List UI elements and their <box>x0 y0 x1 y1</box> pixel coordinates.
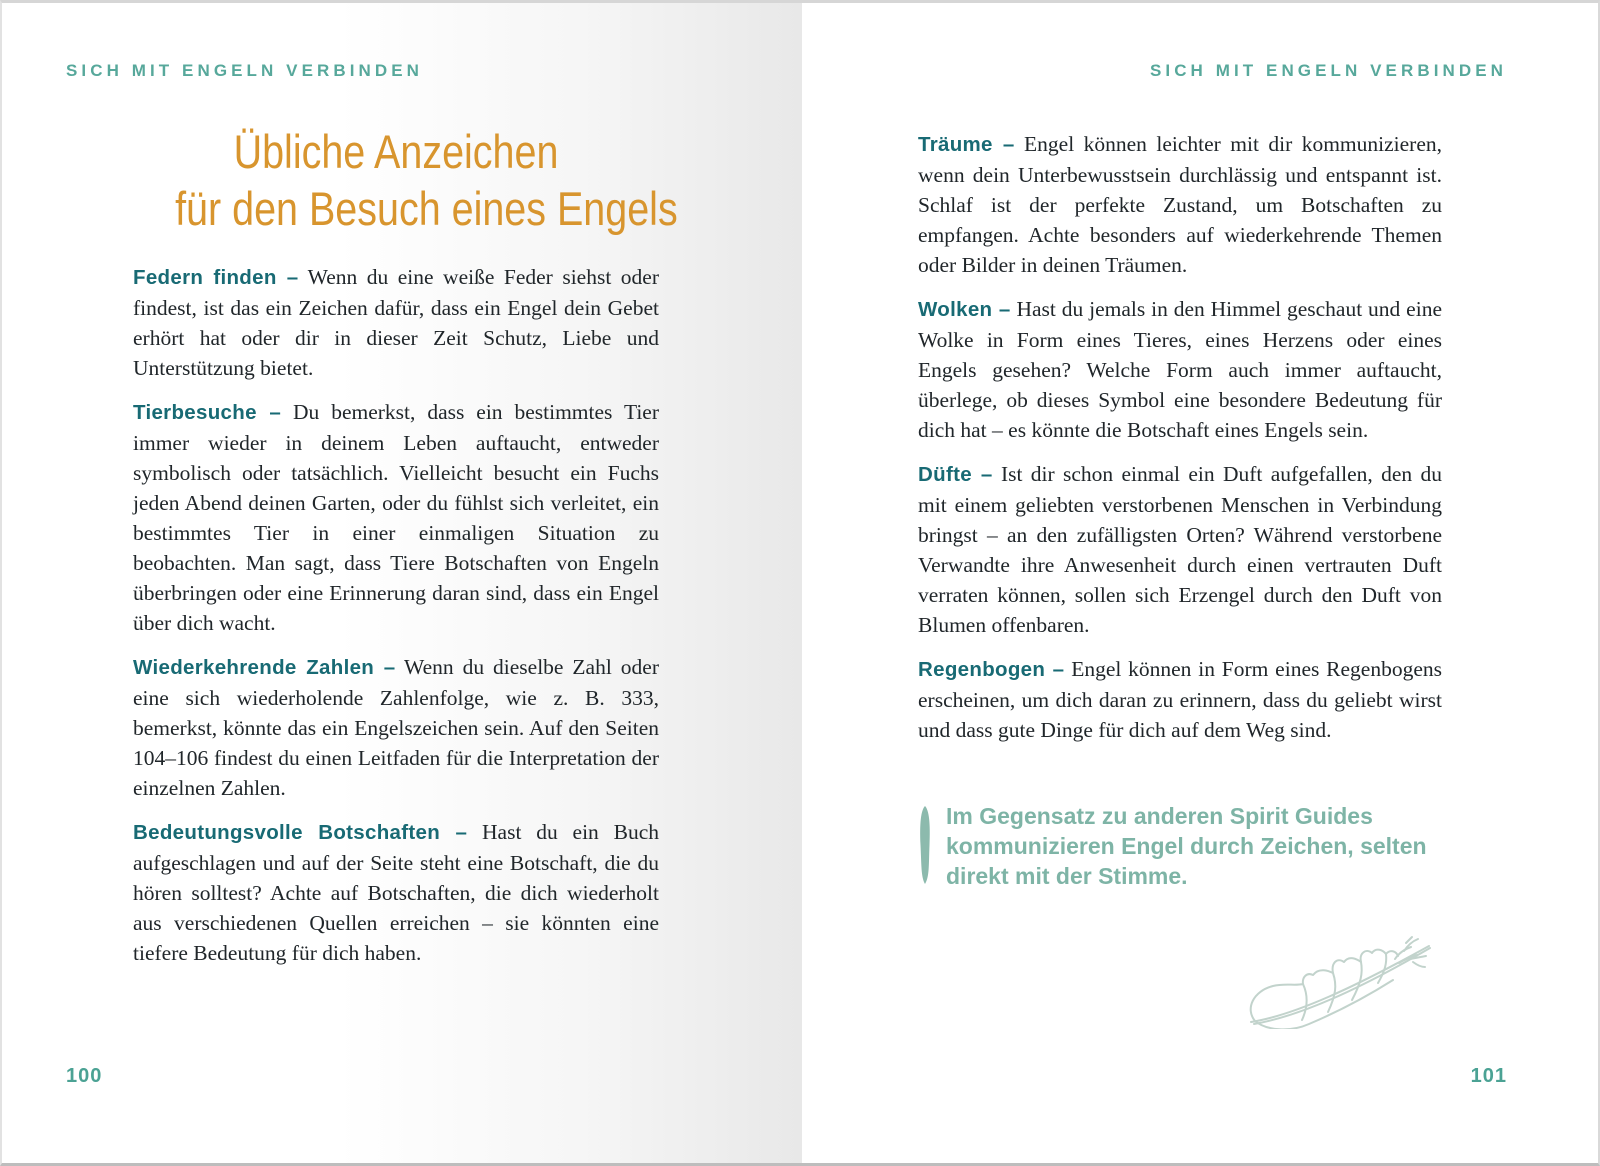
paragraph-regenbogen <box>918 654 1442 745</box>
page-number-left: 100 <box>66 1065 103 1087</box>
page-number-right: 101 <box>1470 1065 1507 1087</box>
paragraph-body: Wenn du eine weiße Feder siehst oder findest, ist das ein Zeichen dafür, dass ein Engel dein Gebet erhört hat oder dir in dieser Zeit Schutz, Liebe und Unterstützung bietet. <box>133 265 660 380</box>
left-text-column <box>133 262 659 982</box>
paragraph-lead: Tierbesuche – <box>133 401 282 424</box>
running-header-right: SICH MIT ENGELN VERBINDEN <box>1149 61 1507 80</box>
right-text-column <box>918 129 1442 891</box>
paragraph-body: Hast du ein Buch aufgeschlagen und auf der Seite steht eine Botschaft, die du hören solltest? Achte auf Botschaften, die dich wiederholt aus verschiedenen Quellen erreichen – sie könnten eine tiefere Bedeutung für dich haben. <box>133 820 660 965</box>
page-right <box>802 3 1600 1163</box>
paragraph-lead: Träume – <box>918 133 1015 156</box>
paragraph-lead: Bedeutungsvolle Botschaften – <box>133 821 468 844</box>
page-left <box>2 3 802 1163</box>
paragraph-body: Hast du jemals in den Himmel geschaut und eine Wolke in Form eines Tieres, eines Herzens oder eines Engels gesehen? Welche Form auch immer auftaucht, überlege, ob dieses Symbol eine besondere Bedeutung für dich hat – es könnte die Botschaft eines Engels sein. <box>918 297 1442 442</box>
chapter-title-line2: für den Besuch eines Engels <box>175 182 678 235</box>
paragraph-body: Engel können in Form eines Regenbogens erscheinen, um dich daran zu erinnern, dass du geliebt wirst und dass gute Dinge für dich auf dem Weg sind. <box>918 657 1442 742</box>
brush-stroke-bar <box>918 805 932 885</box>
paragraph-body: Engel können leichter mit dir kommunizieren, wenn dein Unterbewusstsein durchlässig und entspannt ist. Schlaf ist der perfekte Zustand, um Botschaften zu empfangen. Achte besonders auf wiederkehrende Themen oder Bilder in deinen Träumen. <box>918 132 1443 277</box>
paragraph-lead: Regenbogen – <box>918 658 1065 681</box>
feather-illustration <box>1245 929 1435 1029</box>
paragraph-zahlen <box>133 652 659 803</box>
callout-text: Im Gegensatz zu anderen Spirit Guides kommunizieren Engel durch Zeichen, selten direkt mit der Stimme. <box>946 803 1427 889</box>
paragraph-lead: Düfte – <box>918 463 993 486</box>
chapter-title-line1: Übliche Anzeichen <box>233 125 559 178</box>
paragraph-duefte <box>918 459 1442 640</box>
paragraph-federn <box>133 262 659 383</box>
paragraph-body: Du bemerkst, dass ein bestimmtes Tier immer wieder in deinem Leben auftaucht, entweder symbolisch oder tatsächlich. Vielleicht besucht ein Fuchs jeden Abend deinen Garten, oder du fühlst sich verleitet, ein bestimmtes Tier in einer einmaligen Situation zu beobachten. Man sagt, dass Tiere Botschaften von Engeln überbringen oder eine Erinnerung daran sind, dass ein Engel über dich wacht. <box>133 400 660 635</box>
paragraph-body: Ist dir schon einmal ein Duft aufgefallen, den du mit einem geliebten verstorbenen Menschen in Verbindung bringst – an den zufälligsten Orten? Während verstorbene Verwandte ihre Anwesenheit durch einen vertrauten Duft verraten können, sollen sich Erzengel durch den Duft von Blumen offenbaren. <box>918 462 1442 637</box>
feather-icon <box>1245 929 1435 1029</box>
running-header-left: SICH MIT ENGELN VERBINDEN <box>66 61 424 80</box>
paragraph-wolken <box>918 294 1442 445</box>
paragraph-lead: Wiederkehrende Zahlen – <box>133 656 396 679</box>
paragraph-body: Wenn du dieselbe Zahl oder eine sich wiederholende Zahlenfolge, wie z. B. 333, bemerkst, könnte das ein Engelszeichen sein. Auf den Seiten 104–106 findest du einen Leitfaden für die Interpretation der einzelnen Zahlen. <box>133 655 659 800</box>
paragraph-lead: Wolken – <box>918 298 1011 321</box>
chapter-title <box>175 123 678 237</box>
paragraph-lead: Federn finden – <box>133 266 299 289</box>
paragraph-tierbesuche <box>133 397 659 638</box>
paragraph-traeume <box>918 129 1442 280</box>
paragraph-botschaften <box>133 817 659 968</box>
callout-quote <box>918 801 1430 891</box>
